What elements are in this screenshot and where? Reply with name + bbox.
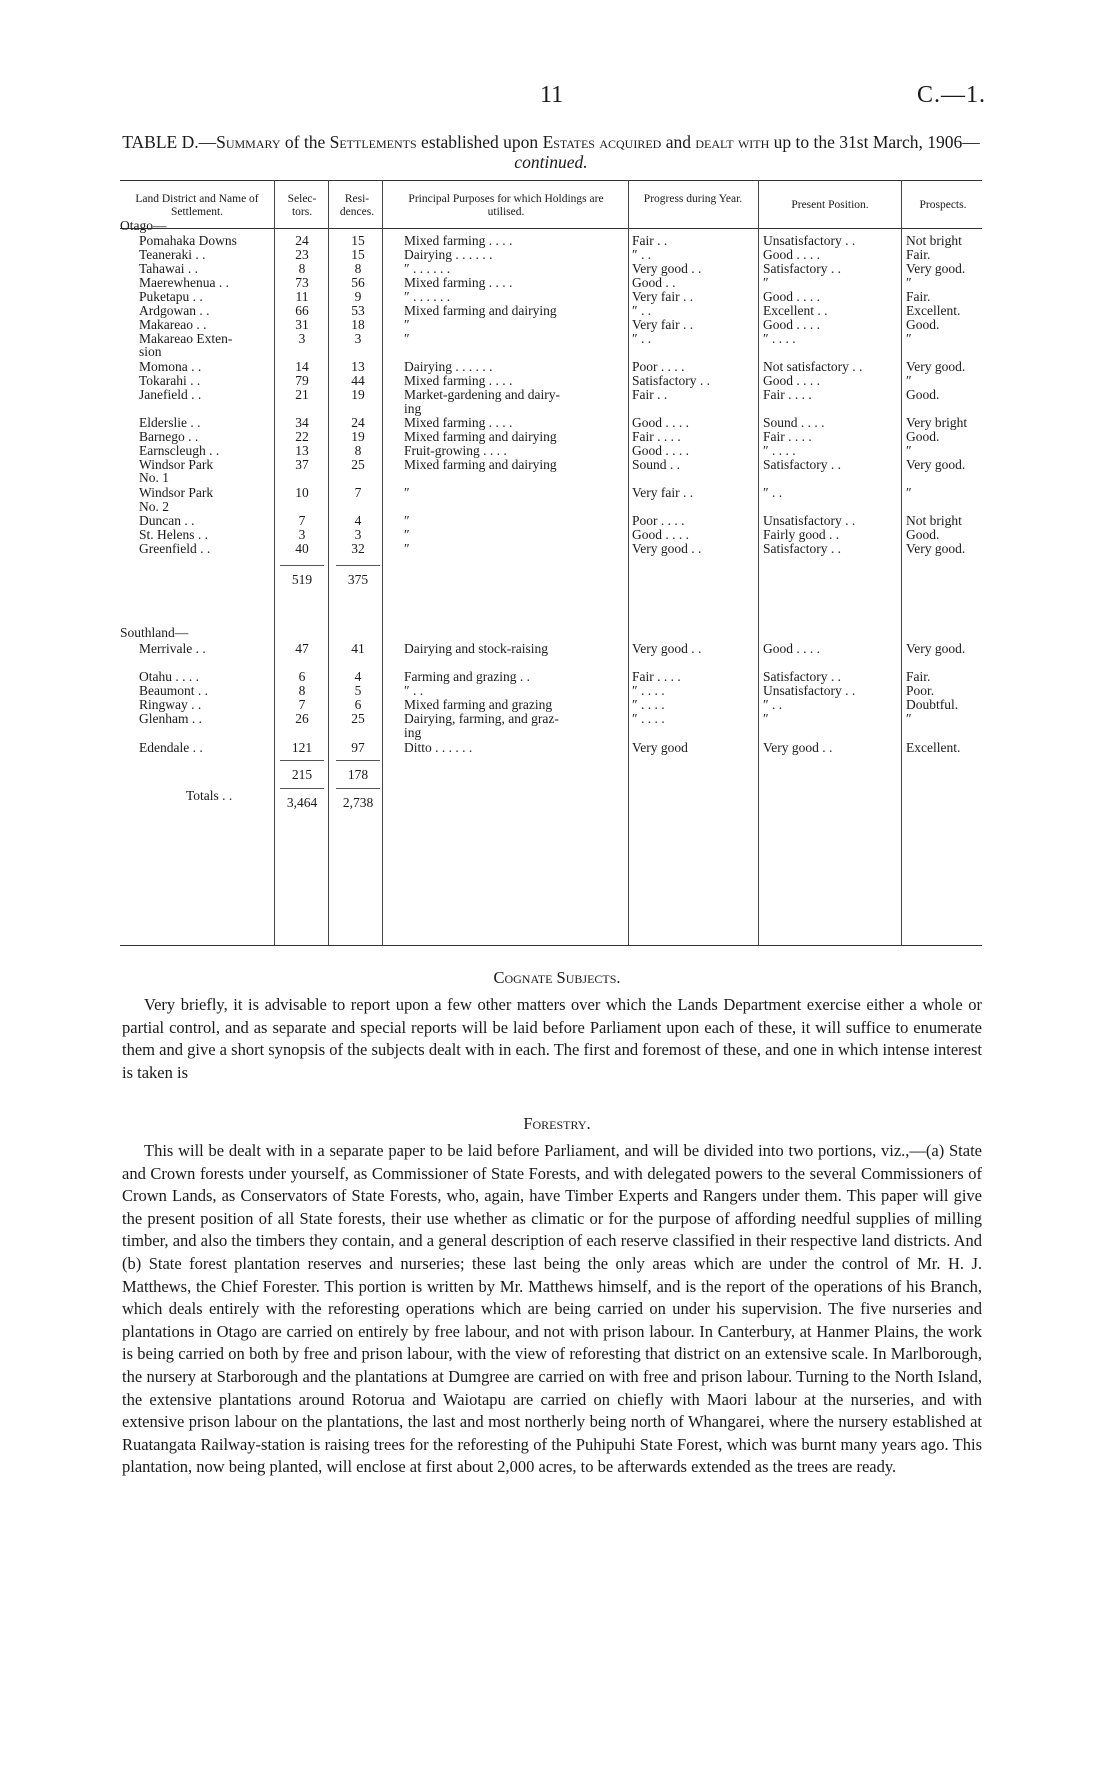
- header-residences: Resi-dences.: [339, 193, 375, 218]
- cell-psp: ″: [906, 373, 912, 388]
- title-part: Summary: [216, 132, 281, 152]
- cell-res: 41: [351, 641, 365, 656]
- title-part: up to the 31st March, 1906—: [769, 132, 980, 152]
- table-row: [120, 740, 982, 756]
- settlement-name: Pomahaka Downs: [139, 233, 237, 248]
- cell-pos: Good . . . .: [763, 289, 820, 304]
- header-name: Land District and Name of Settlement.: [135, 193, 259, 218]
- cell-pur: ″ . . . . . .: [404, 261, 451, 276]
- cell-sel: 79: [295, 373, 309, 388]
- district-southland: [120, 625, 982, 641]
- settlement-name: Ardgowan . .: [139, 303, 210, 318]
- cell-pos: Unsatisfactory . .: [763, 683, 856, 698]
- settlement-name: Merrivale . .: [139, 641, 206, 656]
- cell-pro: Very good . .: [632, 261, 702, 276]
- cell-psp: Good.: [906, 429, 940, 444]
- cell-pur: ″ . . . . . .: [404, 289, 451, 304]
- cell-res: 7: [354, 485, 362, 500]
- cell-res: 8: [354, 261, 362, 276]
- cell-sel: 23: [295, 247, 309, 262]
- cell-pro: Very good . .: [632, 541, 702, 556]
- settlement-name: Makareao . .: [139, 317, 207, 332]
- cell-res: 56: [351, 275, 365, 290]
- cell-res: 3: [354, 331, 362, 346]
- cell-psp: Very good.: [906, 261, 966, 276]
- cell-pur: ″: [404, 513, 410, 528]
- cell-pos: ″: [763, 275, 769, 290]
- settlements-table: [120, 180, 982, 946]
- cell-pos: Good . . . .: [763, 373, 820, 388]
- settlement-name: Tahawai . .: [139, 261, 199, 276]
- district-label: Southland—: [120, 625, 189, 640]
- settlement-name: Elderslie . .: [139, 415, 201, 430]
- cell-pos: Very good . .: [763, 740, 833, 755]
- cell-pro: Sound . .: [632, 457, 681, 472]
- cell-sel: 215: [280, 760, 324, 783]
- settlement-name: Momona . .: [139, 359, 202, 374]
- cell-psp: ″: [906, 331, 912, 346]
- settlement-name: Puketapu . .: [139, 289, 203, 304]
- cell-pro: ″ . .: [632, 303, 652, 318]
- settlement-name: Windsor Park: [139, 457, 214, 472]
- cell-sel: 47: [295, 641, 309, 656]
- title-part: established upon: [416, 132, 543, 152]
- cell-psp: ″: [906, 711, 912, 726]
- cell-sel: 13: [295, 443, 309, 458]
- title-part: of the: [280, 132, 330, 152]
- settlement-name: Ringway . .: [139, 697, 202, 712]
- title-part: and: [661, 132, 696, 152]
- cell-pos: ″ . .: [763, 485, 783, 500]
- district-label: Otago—: [120, 218, 167, 233]
- cell-res: 18: [351, 317, 365, 332]
- cell-pur: ing: [404, 725, 422, 740]
- cell-res: 3: [354, 527, 362, 542]
- settlement-name: Tokarahi . .: [139, 373, 201, 388]
- header-purposes: Principal Purposes for which Holdings are utilised.: [408, 193, 604, 218]
- cell-pos: Not satisfactory . .: [763, 359, 863, 374]
- cell-psp: Excellent.: [906, 303, 961, 318]
- cell-res: 19: [351, 429, 365, 444]
- cell-pos: Good . . . .: [763, 317, 820, 332]
- cell-sel: 73: [295, 275, 309, 290]
- cell-res: 32: [351, 541, 365, 556]
- cell-pos: Fair . . . .: [763, 387, 812, 402]
- cell-pur: ″: [404, 317, 410, 332]
- cell-res: 178: [336, 760, 380, 783]
- cell-psp: Excellent.: [906, 740, 961, 755]
- cell-pro: Good . . . .: [632, 527, 689, 542]
- settlement-name: Makareao Exten-: [139, 331, 233, 346]
- cell-sel: 10: [295, 485, 309, 500]
- cell-psp: Good.: [906, 317, 940, 332]
- header-progress: Progress during Year.: [643, 193, 743, 205]
- cell-sel: 26: [295, 711, 309, 726]
- title-part: Estates acquired: [542, 132, 662, 152]
- cell-res: 19: [351, 387, 365, 402]
- cell-sel: 3,464: [280, 788, 324, 811]
- cell-pur: Mixed farming and grazing: [404, 697, 553, 712]
- otago-subtotal-row: [120, 565, 982, 587]
- forestry-paragraph: This will be dealt with in a separate paper to be laid before Parliament, and will be divided into two portions, viz.,—(a) State and Crown forests under yourself, as Commissioner of State Forests, and with delegated powers to the several Commissioners of Crown Lands, as Conservators of State Forests, who, again, have Timber Experts and Rangers under them. This paper will give the present position of all State forests, their use whether as climatic or for the purpose of affording needful supplies of milling timber, and also the timbers they contain, and a general description of each reserve classified in their respective land districts. And (b) State forest plantation reserves and nurseries; these last being the only areas which are under the control of Mr. H. J. Matthews, the Chief Forester. This portion is written by Mr. Matthews himself, and is the report of the operations of his Branch, which deals entirely with the reforesting operations which are being carried on under his supervision. The five nurseries and plantations in Otago are carried on entirely by free labour, and not with prison labour. In Canterbury, at Hanmer Plains, the work is being carried on both by free and prison labour, with the view of reforesting that district on an extensive scale. In Marlborough, the nursery at Starborough and the plantations at Dumgree are carried on with free and prison labour. Turning to the North Island, the extensive plantations around Rotorua and Waiotapu are carried on chiefly with Maori labour at the nurseries, and with extensive prison labour on the plantations, the last and most northerly being north of Whangarei, where the nursery established at Ruatangata Railway-station is raising trees for the reforesting of the Puhipuhi State Forest, which was burnt many years ago. This plantation, now being planted, will enclose at first about 2,000 acres, to be afterwards extended as the trees are ready.: [122, 1141, 982, 1477]
- cell-pro: Very fair . .: [632, 317, 694, 332]
- cell-psp: Very good.: [906, 359, 966, 374]
- cell-psp: Very good.: [906, 457, 966, 472]
- table-title: [120, 132, 982, 172]
- cell-pro: Poor . . . .: [632, 359, 685, 374]
- cell-res: 15: [351, 247, 365, 262]
- cell-psp: Doubtful.: [906, 697, 959, 712]
- cell-psp: Good.: [906, 387, 940, 402]
- cell-res: 9: [354, 289, 362, 304]
- cell-pur: Mixed farming and dairying: [404, 303, 557, 318]
- cell-sel: 3: [298, 331, 306, 346]
- cell-sel: 7: [298, 513, 306, 528]
- cell-sel: 34: [295, 415, 309, 430]
- cell-psp: Fair.: [906, 247, 931, 262]
- cell-res: 5: [354, 683, 362, 698]
- cell-pro: ″ . . . .: [632, 711, 665, 726]
- cell-pos: ″: [763, 711, 769, 726]
- cell-sel: 37: [295, 457, 309, 472]
- cell-pos: Fair . . . .: [763, 429, 812, 444]
- forestry-heading: Forestry.: [523, 1114, 591, 1133]
- cell-pos: Good . . . .: [763, 641, 820, 656]
- settlement-name: sion: [139, 344, 162, 359]
- totals-row: [120, 788, 982, 810]
- cell-pos: Satisfactory . .: [763, 541, 841, 556]
- cell-psp: Very bright: [906, 415, 968, 430]
- cell-pur: Dairying and stock-raising: [404, 641, 548, 656]
- cell-pos: ″ . . . .: [763, 443, 796, 458]
- cell-pro: Fair . . . .: [632, 669, 681, 684]
- cell-res: 24: [351, 415, 365, 430]
- cell-pur: ing: [404, 401, 422, 416]
- cognate-heading: Cognate Subjects.: [493, 968, 621, 987]
- cell-pur: Dairying, farming, and graz-: [404, 711, 559, 726]
- cell-pro: ″ . . . .: [632, 697, 665, 712]
- cell-sel: 40: [295, 541, 309, 556]
- page-number: 11: [540, 82, 564, 108]
- cell-pur: Ditto . . . . . .: [404, 740, 473, 755]
- settlement-name: No. 2: [139, 499, 169, 514]
- header-position: Present Position.: [791, 199, 869, 211]
- cell-res: 4: [354, 669, 362, 684]
- cell-sel: 6: [298, 669, 306, 684]
- cell-sel: 22: [295, 429, 309, 444]
- document-reference: C.—1.: [917, 82, 987, 108]
- cell-pro: Good . . . .: [632, 443, 689, 458]
- cell-pos: ″ . . . .: [763, 331, 796, 346]
- settlement-name: No. 1: [139, 470, 169, 485]
- cell-pos: Excellent . .: [763, 303, 828, 318]
- cell-pos: Good . . . .: [763, 247, 820, 262]
- cell-pro: Very good . .: [632, 641, 702, 656]
- table-bottom-rule: [120, 945, 982, 946]
- cell-psp: Very good.: [906, 541, 966, 556]
- cell-psp: Very good.: [906, 641, 966, 656]
- cell-res: 25: [351, 711, 365, 726]
- cell-res: 15: [351, 233, 365, 248]
- cell-sel: 21: [295, 387, 309, 402]
- cell-pro: Good . . . .: [632, 415, 689, 430]
- title-part: dealt with: [695, 132, 770, 152]
- settlement-name: Duncan . .: [139, 513, 195, 528]
- cell-pur: Mixed farming . . . .: [404, 233, 513, 248]
- cell-pos: Satisfactory . .: [763, 457, 841, 472]
- cell-psp: ″: [906, 275, 912, 290]
- cell-sel: 519: [280, 565, 324, 588]
- cell-sel: 14: [295, 359, 309, 374]
- settlement-name: Maerewhenua . .: [139, 275, 229, 290]
- settlement-name: Barnego . .: [139, 429, 199, 444]
- cell-pos: ″ . .: [763, 697, 783, 712]
- cell-sel: 11: [295, 289, 309, 304]
- title-prefix: TABLE D.—: [122, 132, 217, 152]
- cell-pur: ″: [404, 331, 410, 346]
- header-prospects: Prospects.: [919, 199, 967, 211]
- cell-pos: Sound . . . .: [763, 415, 825, 430]
- settlement-name: Edendale . .: [139, 740, 203, 755]
- table-row: [120, 641, 982, 657]
- cell-pro: ″ . .: [632, 247, 652, 262]
- cell-pro: ″ . .: [632, 331, 652, 346]
- cell-pro: Fair . .: [632, 233, 668, 248]
- settlement-name: Earnscleugh . .: [139, 443, 220, 458]
- cell-pur: Market-gardening and dairy-: [404, 387, 560, 402]
- cell-res: 53: [351, 303, 365, 318]
- cell-sel: 24: [295, 233, 309, 248]
- cell-sel: 8: [298, 683, 306, 698]
- cell-pur: Mixed farming and dairying: [404, 457, 557, 472]
- cell-res: 97: [351, 740, 365, 755]
- cell-pro: Poor . . . .: [632, 513, 685, 528]
- table-top-rule: [120, 180, 982, 181]
- cell-pur: Mixed farming and dairying: [404, 429, 557, 444]
- southland-subtotal-row: [120, 760, 982, 782]
- cell-pur: ″: [404, 485, 410, 500]
- header-selectors: Selec-tors.: [287, 193, 317, 218]
- cell-res: 25: [351, 457, 365, 472]
- cell-pro: ″ . . . .: [632, 683, 665, 698]
- settlement-name: Glenham . .: [139, 711, 202, 726]
- cell-sel: 3: [298, 527, 306, 542]
- cell-psp: ″: [906, 443, 912, 458]
- cell-sel: 7: [298, 697, 306, 712]
- cell-pur: ″: [404, 527, 410, 542]
- cell-psp: Fair.: [906, 669, 931, 684]
- cell-pos: Unsatisfactory . .: [763, 513, 856, 528]
- settlement-name: Otahu . . . .: [139, 669, 199, 684]
- cell-pro: Good . .: [632, 275, 676, 290]
- cell-pur: ″ . .: [404, 683, 424, 698]
- title-part: Settlements: [329, 132, 417, 152]
- cell-pro: Fair . . . .: [632, 429, 681, 444]
- settlement-name: Beaumont . .: [139, 683, 208, 698]
- cell-pro: Very good: [632, 740, 688, 755]
- cognate-paragraph: Very briefly, it is advisable to report upon a few other matters over which the Lands Department exercise either a whole or partial control, and as separate and special reports will be laid before Parliament upon each of these, it will suffice to enumerate them and give a short synopsis of the subjects dealt with in each. The first and foremost of these, and one in which intense interest is taken is: [122, 995, 982, 1082]
- settlement-name: St. Helens . .: [139, 527, 208, 542]
- cell-pur: Mixed farming . . . .: [404, 415, 513, 430]
- cell-sel: 66: [295, 303, 309, 318]
- cell-pur: Dairying . . . . . .: [404, 247, 493, 262]
- cell-psp: Good.: [906, 527, 940, 542]
- cell-psp: Not bright: [906, 233, 962, 248]
- cell-res: 6: [354, 697, 362, 712]
- cell-pro: Fair . .: [632, 387, 668, 402]
- cell-pos: Satisfactory . .: [763, 261, 841, 276]
- settlement-name: Totals . .: [186, 788, 233, 803]
- cell-res: 13: [351, 359, 365, 374]
- cell-res: 375: [336, 565, 380, 588]
- cell-res: 8: [354, 443, 362, 458]
- district-otago: [120, 218, 982, 234]
- cell-psp: Not bright: [906, 513, 962, 528]
- cell-pur: ″: [404, 541, 410, 556]
- cell-pur: Farming and grazing . .: [404, 669, 530, 684]
- title-continued: continued.: [514, 152, 588, 172]
- cell-pur: Fruit-growing . . . .: [404, 443, 507, 458]
- settlement-name: Greenfield . .: [139, 541, 211, 556]
- table-row: [120, 470, 982, 486]
- cell-res: 4: [354, 513, 362, 528]
- cell-pro: Very fair . .: [632, 485, 694, 500]
- cell-pur: Mixed farming . . . .: [404, 373, 513, 388]
- cell-pos: Satisfactory . .: [763, 669, 841, 684]
- cell-res: 2,738: [336, 788, 380, 811]
- cell-psp: Poor.: [906, 683, 935, 698]
- cell-sel: 8: [298, 261, 306, 276]
- settlement-name: Teaneraki . .: [139, 247, 206, 262]
- cell-pro: Very fair . .: [632, 289, 694, 304]
- cell-pos: Fairly good . .: [763, 527, 840, 542]
- cell-pro: Satisfactory . .: [632, 373, 710, 388]
- cell-pur: Dairying . . . . . .: [404, 359, 493, 374]
- table-row: [120, 541, 982, 557]
- cell-sel: 31: [295, 317, 309, 332]
- settlement-name: Janefield . .: [139, 387, 202, 402]
- table-row: [120, 344, 982, 360]
- cell-psp: Fair.: [906, 289, 931, 304]
- table-row: [120, 725, 982, 741]
- settlement-name: Windsor Park: [139, 485, 214, 500]
- cell-pos: Unsatisfactory . .: [763, 233, 856, 248]
- cell-pur: Mixed farming . . . .: [404, 275, 513, 290]
- cell-res: 44: [351, 373, 365, 388]
- cell-psp: ″: [906, 485, 912, 500]
- cell-sel: 121: [291, 740, 313, 755]
